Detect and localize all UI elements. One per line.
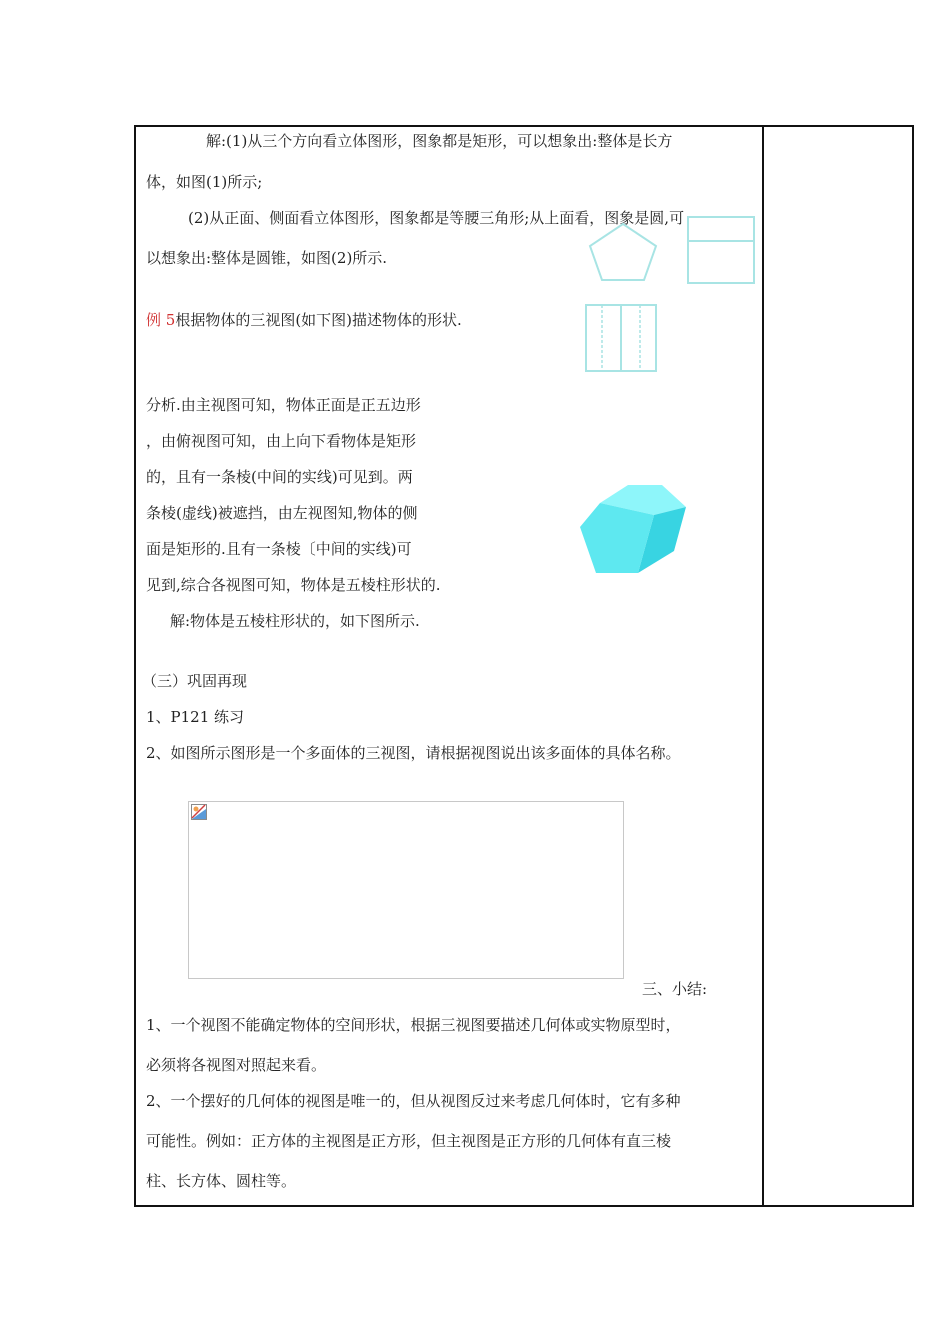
analysis-line-6: 见到,综合各视图可知，物体是五棱柱形状的. xyxy=(146,576,441,594)
analysis-line-1: 分析.由主视图可知，物体正面是正五边形 xyxy=(146,396,421,414)
front-view-pentagon-figure xyxy=(586,221,660,283)
example-5-label: 例 5 xyxy=(146,311,176,329)
solution-line-1: 解:(1)从三个方向看立体图形，图象都是矩形，可以想象出:整体是长方 xyxy=(206,132,673,150)
pentagonal-prism-figure xyxy=(578,481,692,577)
broken-image-icon xyxy=(191,804,207,820)
content-table xyxy=(134,125,914,1207)
analysis-line-4: 条棱(虚线)被遮挡，由左视图知,物体的侧 xyxy=(146,504,418,522)
top-view-rectangle-figure xyxy=(584,303,658,373)
analysis-line-5: 面是矩形的.且有一条棱〔中间的实线)可 xyxy=(146,540,412,558)
analysis-line-3: 的，且有一条棱(中间的实线)可见到。两 xyxy=(146,468,413,486)
example-5 xyxy=(146,310,462,330)
summary-p2-line-3: 柱、长方体、圆柱等。 xyxy=(146,1172,297,1190)
section-3-heading: （三）巩固再现 xyxy=(142,672,248,690)
column-divider xyxy=(762,127,764,1205)
analysis-answer: 解:物体是五棱柱形状的，如下图所示. xyxy=(170,612,420,630)
summary-p1-line-2: 必须将各视图对照起来看。 xyxy=(146,1056,327,1074)
summary-heading: 三、小结: xyxy=(642,980,708,998)
section-3-item-2: 2、如图所示图形是一个多面体的三视图，请根据视图说出该多面体的具体名称。 xyxy=(146,744,681,762)
summary-p1-line-1: 1、一个视图不能确定物体的空间形状，根据三视图要描述几何体或实物原型时， xyxy=(146,1016,681,1034)
solution-line-3: (2)从正面、侧面看立体图形，图象都是等腰三角形;从上面看，图象是圆,可 xyxy=(188,209,685,227)
left-view-rectangle-figure xyxy=(686,215,756,285)
summary-p2-line-1: 2、一个摆好的几何体的视图是唯一的，但从视图反过来考虑几何体时，它有多种 xyxy=(146,1092,681,1110)
section-3-item-1: 1、P121 练习 xyxy=(146,708,245,726)
solution-line-4: 以想象出:整体是圆锥，如图(2)所示. xyxy=(146,249,388,267)
solution-line-2: 体，如图(1)所示; xyxy=(146,173,263,191)
summary-p2-line-2: 可能性。例如：正方体的主视图是正方形，但主视图是正方形的几何体有直三棱 xyxy=(146,1132,672,1150)
analysis-line-2: ，由俯视图可知，由上向下看物体是矩形 xyxy=(146,432,417,450)
example-5-text: 根据物体的三视图(如下图)描述物体的形状. xyxy=(175,311,462,329)
missing-image-placeholder xyxy=(188,801,624,979)
